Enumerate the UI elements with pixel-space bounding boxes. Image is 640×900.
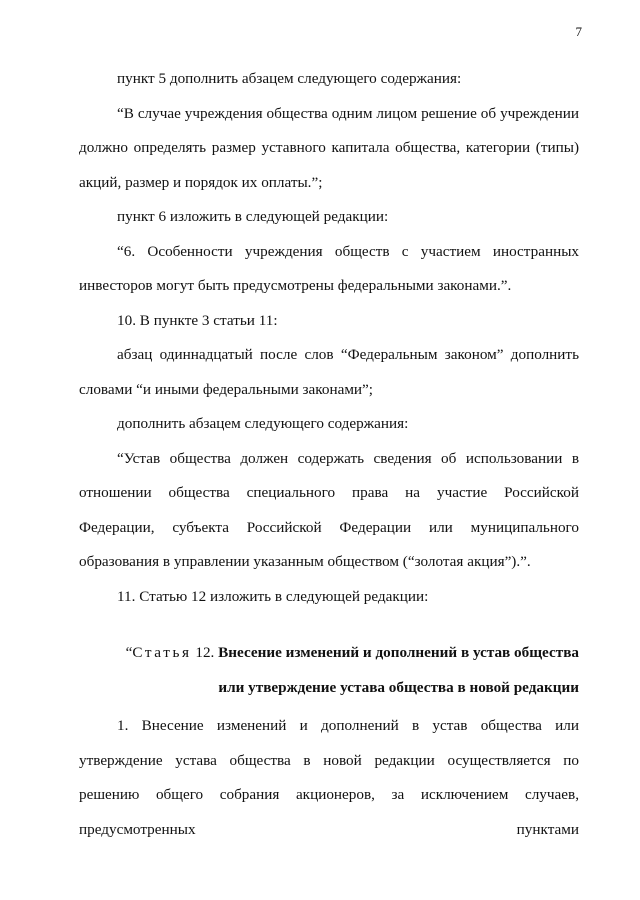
paragraph-6: абзац одиннадцатый после слов “Федеральным законом” дополнить словами “и иными федеральными законами”; — [79, 346, 579, 398]
paragraph-8: “Устав общества должен содержать сведения об использовании в отношении общества специального права на участие Российской Федерации, субъекта Российской Федерации или муниципального образования в управлении указанным обществом (“золотая акция”).”. — [79, 449, 579, 570]
paragraph-7: дополнить абзацем следующего содержания: — [117, 415, 409, 432]
article-heading — [79, 636, 579, 705]
article-word: Статья — [132, 644, 192, 661]
paragraph-1: пункт 5 дополнить абзацем следующего содержания: — [117, 70, 462, 87]
article-number: 12. — [195, 644, 215, 661]
paragraph-2: “В случае учреждения общества одним лицом решение об учреждении должно определять размер уставного капитала общества, категории (типы) акций, размер и порядок их оплаты.”; — [79, 104, 579, 191]
article-title-line-1: Внесение изменений и дополнений в устав общества — [218, 644, 579, 661]
article-title-line-2: или утверждение устава общества в новой редакции — [218, 678, 579, 696]
paragraph-5: 10. В пункте 3 статьи 11: — [117, 311, 278, 329]
page-number: 7 — [575, 24, 582, 39]
document-body — [79, 62, 579, 847]
paragraph-3: пункт 6 изложить в следующей редакции: — [117, 208, 389, 225]
paragraph-4: “6. Особенности учреждения обществ с участием иностранных инвесторов могут быть предусмотрены федеральными законами.”. — [79, 242, 579, 294]
article-heading-line-1 — [79, 636, 579, 671]
paragraph-final: 1. Внесение изменений и дополнений в устав общества или утверждение устава общества в новой редакции осуществляется по решению общего собрания акционеров, за исключением случаев, предусмотренных пунктами — [79, 717, 579, 838]
paragraph-9: 11. Статью 12 изложить в следующей редакции: — [117, 587, 429, 605]
article-quote: “ — [125, 644, 133, 661]
